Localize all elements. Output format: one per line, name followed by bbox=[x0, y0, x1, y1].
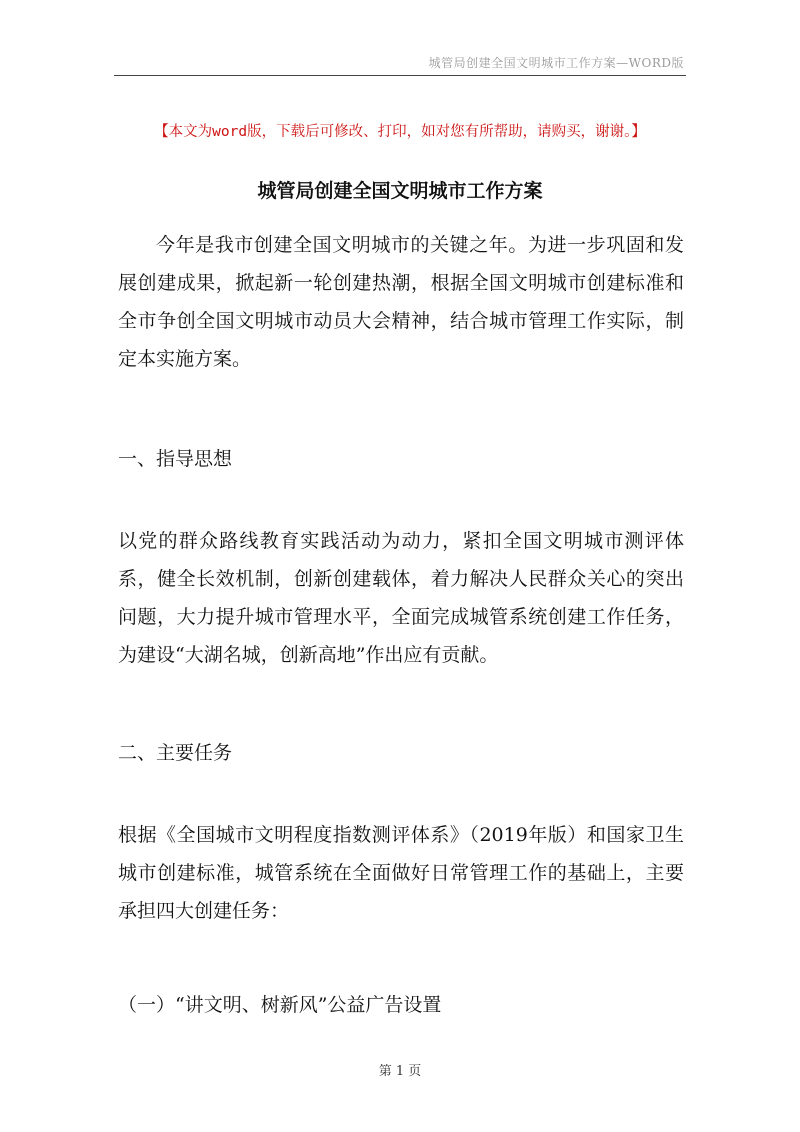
section-heading-guiding-ideology: 一、指导思想 bbox=[118, 448, 233, 470]
section-body-guiding-ideology: 以党的群众路线教育实践活动为动力，紧扣全国文明城市测评体系，健全长效机制，创新创建载体，着力解决人民群众关心的突出问题，大力提升城市管理水平，全面完成城管系统创建工作任务，为建设“大湖名城，创新高地”作出应有贡献。 bbox=[118, 530, 684, 666]
section-body-main-tasks: 根据《全国城市文明程度指数测评体系》（2019年版）和国家卫生城市创建标准，城管系统在全面做好日常管理工作的基础上，主要承担四大创建任务： bbox=[118, 824, 684, 922]
intro-paragraph: 今年是我市创建全国文明城市的关键之年。为进一步巩固和发展创建成果，掀起新一轮创建热潮，根据全国文明城市创建标准和全市争创全国文明城市动员大会精神，结合城市管理工作实际，制定本实施方案。 bbox=[118, 234, 684, 370]
document-title: 城管局创建全国文明城市工作方案 bbox=[257, 180, 543, 202]
header-divider bbox=[114, 75, 686, 76]
section-heading-main-tasks: 二、主要任务 bbox=[118, 742, 233, 764]
subsection-heading-public-ads: （一）“讲文明、树新风”公益广告设置 bbox=[118, 994, 442, 1016]
download-notice: 【本文为word版，下载后可修改、打印，如对您有所帮助，请购买，谢谢。】 bbox=[154, 124, 646, 140]
running-header: 城管局创建全国文明城市工作方案—WORD版 bbox=[428, 56, 684, 70]
page-number: 第 1 页 bbox=[378, 1064, 422, 1079]
